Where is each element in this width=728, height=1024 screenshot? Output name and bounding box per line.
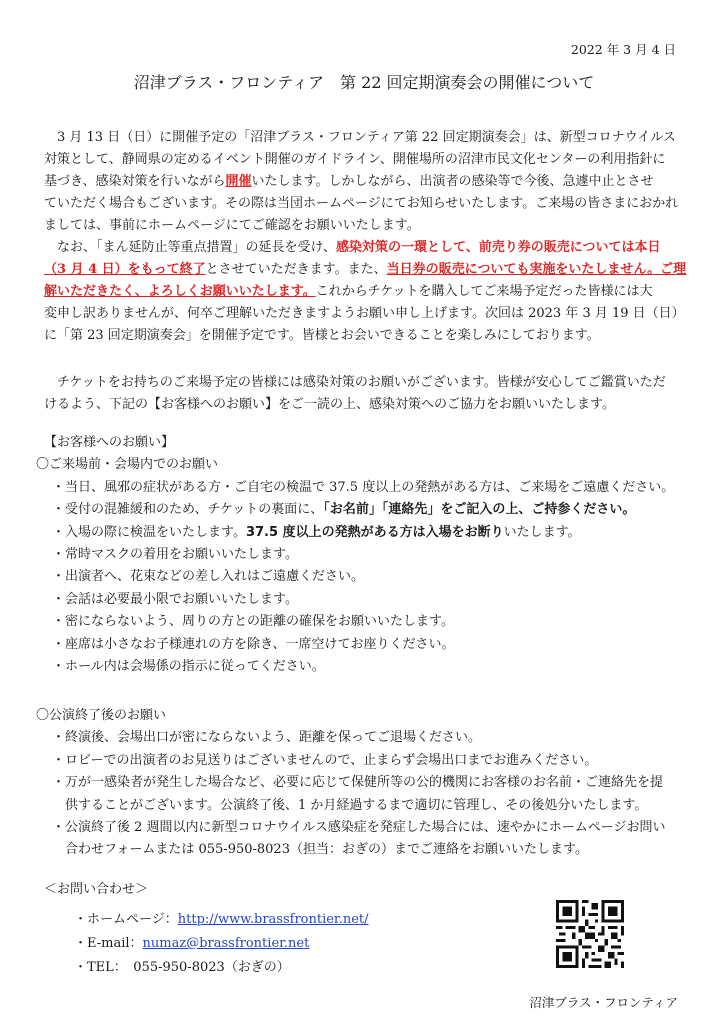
- list-item: ・常時マスクの着用をお願いいたします。: [52, 546, 298, 562]
- section-heading-after: 〇公演終了後のお願い: [36, 708, 167, 723]
- highlight-text: （3 月 4 日）をもって終了: [44, 262, 206, 277]
- email-label: ・E-mail：: [74, 936, 143, 951]
- list-item: ・会話は必要最小限でお願いいたします。: [52, 591, 298, 607]
- text-run: ・入場の際に検温をいたします。: [52, 524, 246, 540]
- list-item: [36, 499, 674, 521]
- highlight-text: 感染対策の一環として、前売り券の販売については本日: [335, 240, 661, 255]
- list-item: ・公演終了後 2 週間以内に新型コロナウイルス感染症を発症した場合には、速やかにホームページお問い: [52, 819, 666, 835]
- list-item: ・ロビーでの出演者のお見送りはございませんので、止まらず会場出口までお進みください。: [52, 752, 598, 768]
- paragraph-line: けるよう、下記の【お客様へのお願い】をご一読の上、感染対策へのご協力をお願いいたします。: [44, 397, 615, 412]
- highlight-text: 当日券の販売についても実施をいたしません。ご理: [386, 262, 687, 277]
- text-run: とさせていただきます。また、: [205, 262, 387, 277]
- paragraph-line: 対策として、静岡県の定めるイベント開催のガイドライン、開催場所の沼津市民文化センターの利用指針に: [44, 152, 666, 167]
- paragraph-line: 3 月 13 日（日）に開催予定の「沼津ブラス・フロンティア第 22 回定期演奏会」は、新型コロナウイルス: [57, 130, 676, 145]
- list-item: ・万が一感染者が発生した場合など、必要に応じて保健所等の公的機関にお客様のお名前・ご連絡先を提: [52, 775, 664, 791]
- text-run: いたします。: [503, 524, 581, 540]
- list-item: ・当日、風邪の症状がある方・ご自宅の検温で 37.5 度以上の発熱がある方は、ご来場をご遠慮ください。: [52, 479, 675, 495]
- paragraph-request-intro: [44, 372, 666, 416]
- text-run: これからチケットを購入してご来場予定だった皆様には大: [315, 284, 653, 299]
- paragraph-announcement: [44, 127, 678, 237]
- email-link[interactable]: numaz@brassfrontier.net: [142, 936, 310, 951]
- contact-email: [44, 932, 369, 956]
- highlight-text: 解いただきたく、よろしくお願いいたします。: [44, 284, 316, 299]
- text-run: ・受付の混雑緩和のため、チケットの裏面に、: [52, 502, 324, 518]
- list-item-continued: 供することがございます。公演終了後、1 か月経過するまで適切に管理し、その後処分いたします。: [52, 797, 648, 813]
- paragraph-line: チケットをお持ちのご来場予定の皆様には感染対策のお願いがございます。皆様が安心してご鑑賞いただ: [57, 375, 666, 390]
- organization-name: 沼津ブラス・フロンティア: [529, 995, 678, 1010]
- paragraph-line: [44, 237, 686, 259]
- paragraph-line: [44, 281, 686, 303]
- contact-block: [44, 878, 369, 980]
- paragraph-line: 変申し訳ありませんが、何卒ご理解いただきますようお願い申し上げます。次回は 2023 年 3 月 19 日（日）: [44, 306, 685, 321]
- paragraph-line: [44, 171, 678, 193]
- paragraph-line: ていただく場合もございます。その際は当団ホームページにてお知らせいたします。ご来場の皆さまにおかれ: [44, 196, 679, 211]
- text-run: なお、「まん延防止等重点措置」の延長を受け、: [57, 240, 336, 255]
- request-heading: 【お客様へのお願い】: [44, 435, 175, 450]
- homepage-link[interactable]: http://www.brassfrontier.net/: [177, 912, 369, 927]
- paragraph-line: に「第 23 回定期演奏会」を開催予定です。皆様とお会いできることを楽しみにしております。: [44, 328, 600, 343]
- bold-text: 37.5 度以上の発熱がある方は入場をお断り: [245, 524, 504, 540]
- qr-code-icon: [556, 900, 624, 968]
- list-item: ・ホール内は会場係の指示に従ってください。: [52, 658, 325, 674]
- paragraph-line: ましては、事前にホームページにてご確認をお願いいたします。: [44, 218, 420, 233]
- text-run: いたします。しかしながら、出演者の感染等で今後、急遽中止とさせ: [251, 174, 654, 189]
- homepage-label: ・ホームページ：: [74, 912, 178, 927]
- list-item: ・出演者へ、花束などの差し入れはご遠慮ください。: [52, 569, 365, 585]
- request-list: [36, 432, 674, 678]
- contact-homepage: [44, 908, 369, 932]
- paragraph-ticket-notice: [44, 237, 686, 347]
- document-title: 沼津ブラス・フロンティア 第 22 回定期演奏会の開催について: [133, 73, 595, 92]
- text-run: 基づき、感染対策を行いながら: [44, 174, 226, 189]
- bold-text: 「お名前」「連絡先」をご記入の上、ご持参ください。: [323, 502, 636, 518]
- document-date: 2022 年 3 月 4 日: [570, 42, 676, 57]
- contact-tel: ・TEL： 055-950-8023（おぎの）: [74, 960, 290, 975]
- list-item-continued: 合わせフォームまたは 055-950-8023（担当：おぎの）までご連絡をお願いいたします。: [52, 842, 588, 858]
- list-item: [36, 522, 674, 544]
- after-show-list: [36, 705, 666, 862]
- highlight-text: 開催: [225, 174, 252, 189]
- list-item: ・座席は小さなお子様連れの方を除き、一席空けてお座りください。: [52, 636, 455, 652]
- paragraph-line: [44, 259, 686, 281]
- section-heading-before: 〇ご来場前・会場内でのお願い: [36, 457, 219, 473]
- list-item: ・終演後、会場出口が密にならないよう、距離を保ってご退場ください。: [52, 730, 482, 746]
- list-item: ・密にならないよう、周りの方との距離の確保をお願いいたします。: [52, 614, 454, 630]
- contact-heading: ＜お問い合わせ＞: [44, 882, 149, 897]
